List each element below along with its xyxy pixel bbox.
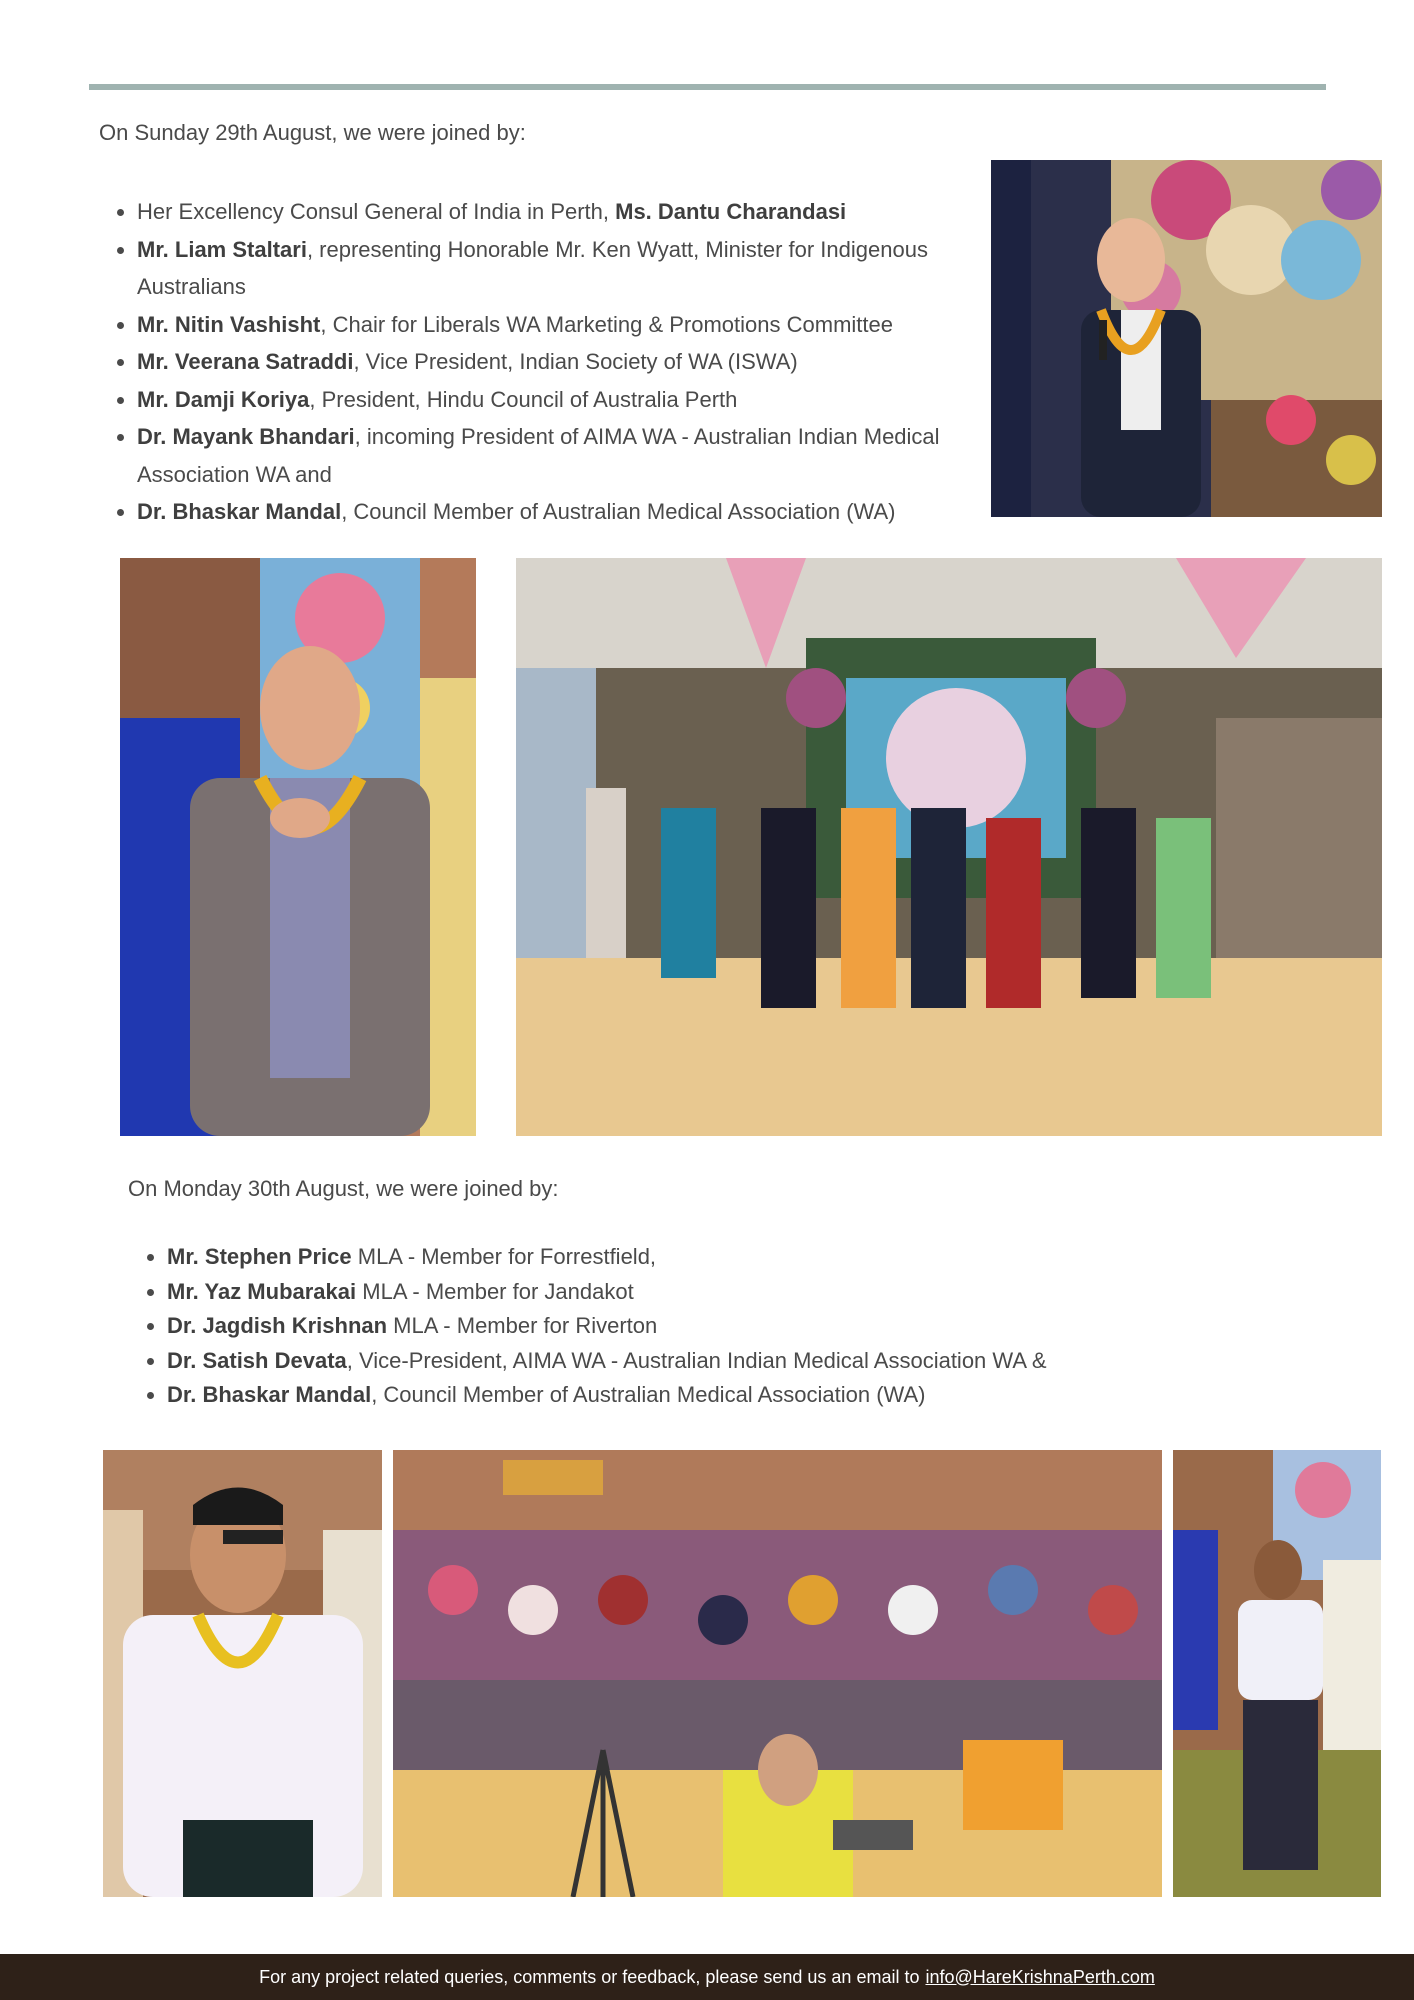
speaker-white-shirt-photo	[103, 1450, 382, 1897]
guest-item: • Mr. Yaz Mubarakai MLA - Member for Jandakot	[167, 1275, 1367, 1310]
guest-item: • Mr. Damji Koriya, President, Hindu Council of Australia Perth	[137, 381, 1027, 419]
guest-name: Mr. Nitin Vashisht	[137, 311, 321, 337]
crowd-chanting-photo	[393, 1450, 1162, 1897]
group-on-stage-photo	[516, 558, 1382, 1136]
guest-item: • Dr. Bhaskar Mandal, Council Member of Australian Medical Association (WA)	[167, 1378, 1367, 1413]
sunday-intro: On Sunday 29th August, we were joined by:	[99, 120, 526, 145]
guest-item: • Mr. Stephen Price MLA - Member for Forrestfield,	[167, 1240, 1367, 1275]
footer-text: For any project related queries, comments or feedback, please send us an email to	[259, 1966, 920, 1987]
contact-email-link[interactable]: info@HareKrishnaPerth.com	[925, 1966, 1155, 1987]
monday-guest-list	[127, 1240, 1367, 1413]
guest-item: • Dr. Bhaskar Mandal, Council Member of Australian Medical Association (WA)	[137, 493, 1027, 531]
guest-name: Mr. Stephen Price	[167, 1244, 352, 1269]
header-divider	[89, 84, 1326, 90]
monday-intro: On Monday 30th August, we were joined by:	[128, 1176, 559, 1201]
sunday-guest-list	[97, 193, 1027, 531]
guest-item: • Mr. Liam Staltari, representing Honorable Mr. Ken Wyatt, Minister for Indigenous Australians	[137, 231, 1027, 306]
guest-item: • Dr. Jagdish Krishnan MLA - Member for Riverton	[167, 1309, 1367, 1344]
guest-item: • Dr. Mayank Bhandari, incoming President of AIMA WA - Australian Indian Medical Association WA and	[137, 418, 1027, 493]
guest-item: • Her Excellency Consul General of India in Perth, Ms. Dantu Charandasi	[137, 193, 1027, 231]
guest-name: Dr. Bhaskar Mandal	[137, 499, 342, 524]
guest-name: Mr. Damji Koriya	[137, 386, 310, 412]
guest-name: Dr. Mayank Bhandari	[137, 424, 355, 449]
speaker-with-garland-photo	[120, 558, 476, 1136]
guest-name: Mr. Liam Staltari	[137, 236, 307, 262]
footer-bar	[0, 1954, 1414, 2000]
guest-item: • Mr. Veerana Satraddi, Vice President, Indian Society of WA (ISWA)	[137, 343, 1027, 381]
guest-name: Dr. Bhaskar Mandal	[167, 1382, 372, 1407]
guest-item: • Dr. Satish Devata, Vice-President, AIMA WA - Australian Indian Medical Association WA &	[167, 1344, 1367, 1379]
guest-name: Dr. Satish Devata	[167, 1347, 347, 1373]
guest-name: Ms. Dantu Charandasi	[615, 199, 847, 224]
speaker-at-altar-photo	[991, 160, 1382, 517]
guest-name: Mr. Yaz Mubarakai	[167, 1278, 357, 1304]
guest-name: Dr. Jagdish Krishnan	[167, 1313, 388, 1338]
guest-name: Mr. Veerana Satraddi	[137, 349, 354, 374]
guest-item: • Mr. Nitin Vashisht, Chair for Liberals WA Marketing & Promotions Committee	[137, 306, 1027, 344]
speaker-with-microphone-photo	[1173, 1450, 1381, 1897]
